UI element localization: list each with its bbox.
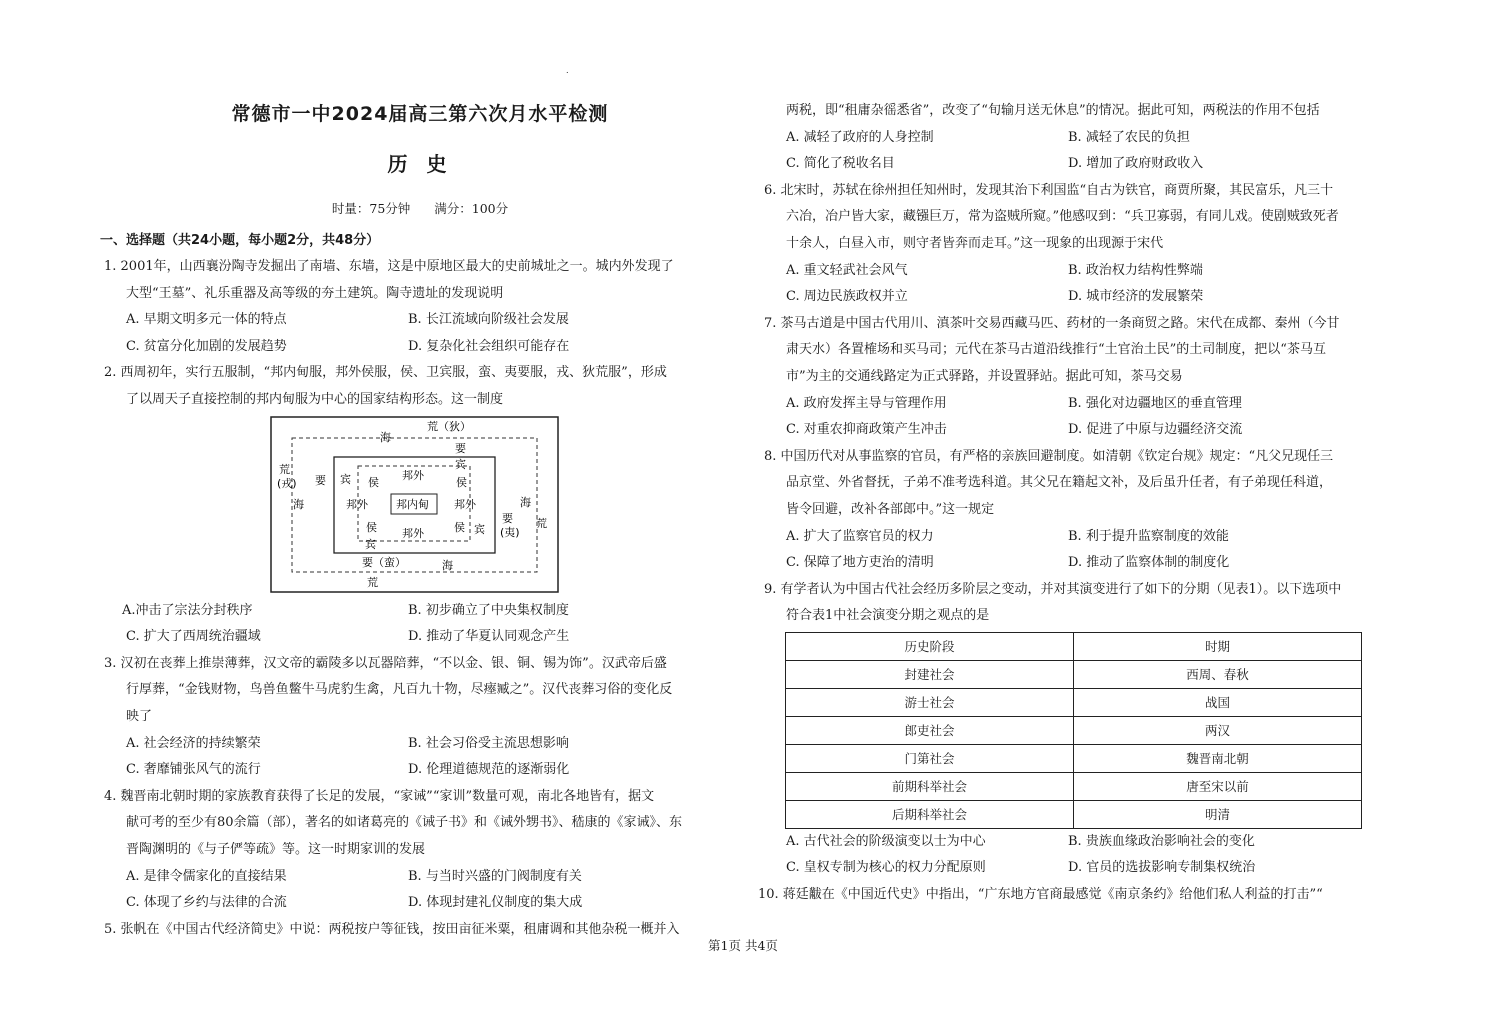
label-bin-right: 宾 <box>474 522 485 536</box>
label-yao-top: 要 <box>455 441 466 455</box>
label-huang-di: 荒（狄） <box>427 419 471 433</box>
label-hai-bottom: 海 <box>442 558 453 572</box>
question-text: 十余人，白昼入市，则守者皆奔而走耳。”这一现象的出现源于宋代 <box>786 235 1164 251</box>
option-a[interactable]: A. 社会经济的持续繁荣 <box>126 735 261 751</box>
label-bangwai-top: 邦外 <box>402 468 424 482</box>
option-a[interactable]: A. 古代社会的阶级演变以士为中心 <box>786 833 986 849</box>
label-hai-left: 海 <box>293 497 304 511</box>
option-b[interactable]: B. 社会习俗受主流思想影响 <box>408 735 569 751</box>
question-text: 4. 魏晋南北朝时期的家族教育获得了长足的发展，“家诫”“家训”数量可观，南北各地皆有，据文 <box>104 788 655 804</box>
option-b[interactable]: B. 与当时兴盛的门阀制度有关 <box>408 868 582 884</box>
label-yao-right: 要 <box>502 511 513 525</box>
question-text: 大型“王墓”、礼乐重器及高等级的夯土建筑。陶寺遗址的发现说明 <box>126 285 504 301</box>
right-column <box>758 98 1400 909</box>
table-cell: 历史阶段 <box>786 632 1074 660</box>
option-d[interactable]: D. 推动了监察体制的制度化 <box>1068 555 1230 571</box>
subject-title: 历 史 <box>387 152 453 176</box>
section-heading: 一、选择题（共24小题，每小题2分，共48分） <box>100 233 380 248</box>
option-b[interactable]: B. 贵族血缘政治影响社会的变化 <box>1068 833 1255 849</box>
option-c[interactable]: C. 周边民族政权并立 <box>786 289 908 305</box>
label-huang-right: 荒 <box>536 516 547 530</box>
label-hou-tl: 侯 <box>368 475 379 489</box>
table-cell: 战国 <box>1074 688 1362 716</box>
question-5-cont <box>770 98 1400 178</box>
question-text: 9. 有学者认为中国古代社会经历多阶层之变动，并对其演变进行了如下的分期（见表1）。以下选项中 <box>764 581 1342 597</box>
label-rong: (戎) <box>277 476 297 490</box>
label-bin-bottom: 宾 <box>365 537 376 551</box>
option-d[interactable]: D. 推动了华夏认同观念产生 <box>408 629 570 645</box>
question-text: 7. 茶马古道是中国古代用川、滇茶叶交易西藏马匹、药材的一条商贸之路。宋代在成都、秦州（今甘 <box>764 315 1340 331</box>
option-b[interactable]: B. 长江流域向阶级社会发展 <box>408 312 569 328</box>
table-cell: 封建社会 <box>786 660 1074 688</box>
option-a[interactable]: A. 重文轻武社会风气 <box>786 262 908 278</box>
table-row <box>786 772 1362 800</box>
table-cell: 魏晋南北朝 <box>1074 744 1362 772</box>
label-hou-bl: 侯 <box>366 520 377 534</box>
page-footer: 第1页 共4页 <box>708 938 778 953</box>
table-row <box>786 716 1362 744</box>
exam-meta <box>100 199 740 217</box>
option-d[interactable]: D. 官员的选拔影响专制集权统治 <box>1068 860 1256 876</box>
left-column <box>100 95 740 943</box>
option-c[interactable]: C. 贫富分化加剧的发展趋势 <box>126 338 287 354</box>
label-bin-left: 宾 <box>340 472 351 486</box>
label-hai-right: 海 <box>520 495 531 509</box>
question-text: 两税，即“租庸杂徭悉省”，改变了“旬输月送无休息”的情况。据此可知，两税法的作用不包括 <box>786 103 1320 118</box>
option-d[interactable]: D. 城市经济的发展繁荣 <box>1068 289 1204 305</box>
question-4 <box>100 784 740 917</box>
question-9 <box>764 577 1400 882</box>
table-cell: 门第社会 <box>786 744 1074 772</box>
table-cell: 时期 <box>1074 632 1362 660</box>
scan-dot: . <box>566 66 569 75</box>
option-c[interactable]: C. 保障了地方吏治的清明 <box>786 555 934 571</box>
option-a[interactable]: A. 减轻了政府的人身控制 <box>786 129 934 145</box>
five-fu-diagram <box>270 416 560 594</box>
option-a[interactable]: A. 政府发挥主导与管理作用 <box>786 395 947 411</box>
table-cell: 前期科举社会 <box>786 772 1074 800</box>
label-huang-rong: 荒 <box>279 462 290 476</box>
question-text: 6. 北宋时，苏轼在徐州担任知州时，发现其治下利国监“自古为铁官，商贾所聚，其民富乐，凡三十 <box>764 182 1334 198</box>
question-7 <box>764 311 1400 444</box>
question-text: 8. 中国历代对从事监察的官员，有严格的亲族回避制度。如清朝《钦定台规》规定：“凡父兄现任三 <box>764 448 1334 464</box>
question-text: 献可考的至少有80余篇（部），著名的如诸葛亮的《诫子书》和《诫外甥书》、嵇康的《家诫》、东 <box>126 815 683 831</box>
option-d[interactable]: D. 增加了政府财政收入 <box>1068 156 1204 172</box>
question-text: 了以周天子直接控制的邦内甸服为中心的国家结构形态。这一制度 <box>126 391 504 407</box>
table-cell: 游士社会 <box>786 688 1074 716</box>
table-row <box>786 744 1362 772</box>
question-text: 10. 蒋廷黻在《中国近代史》中指出，“广东地方官商最感觉《南京条约》给他们私人利益的打击”“ <box>758 887 1323 903</box>
table-cell: 两汉 <box>1074 716 1362 744</box>
question-text: 皆令回避，改补各部郎中。”这一规定 <box>786 501 995 517</box>
label-bangwai-left: 邦外 <box>346 497 368 511</box>
option-a[interactable]: A. 早期文明多元一体的特点 <box>126 312 287 328</box>
option-d[interactable]: D. 伦理道德规范的逐渐弱化 <box>408 762 570 778</box>
option-c[interactable]: C. 皇权专制为核心的权力分配原则 <box>786 860 986 876</box>
option-c[interactable]: C. 体现了乡约与法律的合流 <box>126 895 287 911</box>
option-c[interactable]: C. 对重农抑商政策产生冲击 <box>786 422 947 438</box>
question-10 <box>758 882 1400 909</box>
option-b[interactable]: B. 利于提升监察制度的效能 <box>1068 528 1229 544</box>
question-1 <box>100 254 740 360</box>
option-d[interactable]: D. 体现封建礼仪制度的集大成 <box>408 895 583 911</box>
question-text: 符合表1中社会演变分期之观点的是 <box>786 608 990 624</box>
question-text: 1. 2001年，山西襄汾陶寺发掘出了南墙、东墙，这是中原地区最大的史前城址之一。城内外发现了 <box>104 259 674 274</box>
option-c[interactable]: C. 扩大了西周统治疆域 <box>126 629 261 645</box>
option-a[interactable]: A. 扩大了监察官员的权力 <box>786 528 934 544</box>
center-label: 邦内甸 <box>396 497 429 511</box>
question-8 <box>764 444 1400 577</box>
option-d[interactable]: D. 促进了中原与边疆经济交流 <box>1068 422 1243 438</box>
label-hai-top: 海 <box>380 430 391 444</box>
time-limit: 时量：75分钟 <box>331 201 411 216</box>
label-yi: (夷) <box>500 525 520 539</box>
option-b[interactable]: B. 政治权力结构性弊端 <box>1068 262 1203 278</box>
label-yao-man: 要（蛮） <box>362 555 406 569</box>
table-cell: 唐至宋以前 <box>1074 772 1362 800</box>
full-score: 满分：100分 <box>434 201 509 216</box>
table-row <box>786 660 1362 688</box>
exam-title: 常德市一中2024届高三第六次月水平检测 <box>231 103 609 125</box>
question-text: 映了 <box>126 708 153 724</box>
option-d[interactable]: D. 复杂化社会组织可能存在 <box>408 338 570 354</box>
label-hou-br: 侯 <box>454 520 465 534</box>
table-cell: 西周、春秋 <box>1074 660 1362 688</box>
label-bangwai-bottom: 邦外 <box>402 526 424 540</box>
option-c[interactable]: C. 简化了税收名目 <box>786 156 895 172</box>
question-6 <box>764 178 1400 311</box>
table-cell: 郎吏社会 <box>786 716 1074 744</box>
question-text: 晋陶渊明的《与子俨等疏》等。这一时期家训的发展 <box>126 841 426 857</box>
question-text: 品京堂、外省督抚，子弟不准考选科道。其父兄在籍起文补，及后虽升任者，有子弟现任科道， <box>786 475 1333 491</box>
question-text: 市”为主的交通线路定为正式驿路，并设置驿站。据此可知，茶马交易 <box>786 368 1183 384</box>
option-a[interactable]: A. 是律令儒家化的直接结果 <box>126 868 287 884</box>
table-row <box>786 632 1362 660</box>
society-periods-table <box>785 632 1362 829</box>
label-yao-left: 要 <box>315 473 326 487</box>
question-3 <box>100 651 740 784</box>
option-b[interactable]: B. 强化对边疆地区的垂直管理 <box>1068 395 1242 411</box>
question-text: 3. 汉初在丧葬上推崇薄葬，汉文帝的霸陵多以瓦器陪葬，“不以金、银、铜、锡为饰”。汉武帝后盛 <box>104 655 667 671</box>
option-b[interactable]: B. 减轻了农民的负担 <box>1068 129 1190 145</box>
table-cell: 后期科举社会 <box>786 800 1074 828</box>
table-row <box>786 688 1362 716</box>
question-text: 2. 西周初年，实行五服制，“邦内甸服，邦外侯服，侯、卫宾服，蛮、夷要服，戎、狄荒服”，形成 <box>104 365 667 381</box>
option-c[interactable]: C. 奢靡铺张风气的流行 <box>126 762 261 778</box>
label-hou-tr: 侯 <box>456 475 467 489</box>
label-huang-bottom: 荒 <box>367 575 378 589</box>
label-bin-top: 宾 <box>455 457 466 471</box>
question-text: 肃天水）各置榷场和买马司；元代在茶马古道沿线推行“土官治土民”的土司制度，把以“茶马互 <box>786 342 1326 358</box>
option-a[interactable]: A.冲击了宗法分封秩序 <box>122 602 253 618</box>
question-text: 行厚葬，“金钱财物，鸟兽鱼鳖牛马虎豹生禽，凡百九十物，尽瘞臧之”。汉代丧葬习俗的变化反 <box>126 682 673 698</box>
label-bangwai-right: 邦外 <box>454 497 476 511</box>
question-text: 六冶，冶户皆大家，藏镪巨万，常为盗贼所窥。”他感叹到：“兵卫寡弱，有同儿戏。使剧贼致死者 <box>786 209 1339 225</box>
question-text: 5. 张帆在《中国古代经济简史》中说：两税按户等征钱，按田亩征米粟，租庸调和其他杂税一概并入 <box>104 921 680 937</box>
table-cell: 明清 <box>1074 800 1362 828</box>
table-row <box>786 800 1362 828</box>
option-b[interactable]: B. 初步确立了中央集权制度 <box>408 602 569 618</box>
question-2 <box>100 360 740 650</box>
